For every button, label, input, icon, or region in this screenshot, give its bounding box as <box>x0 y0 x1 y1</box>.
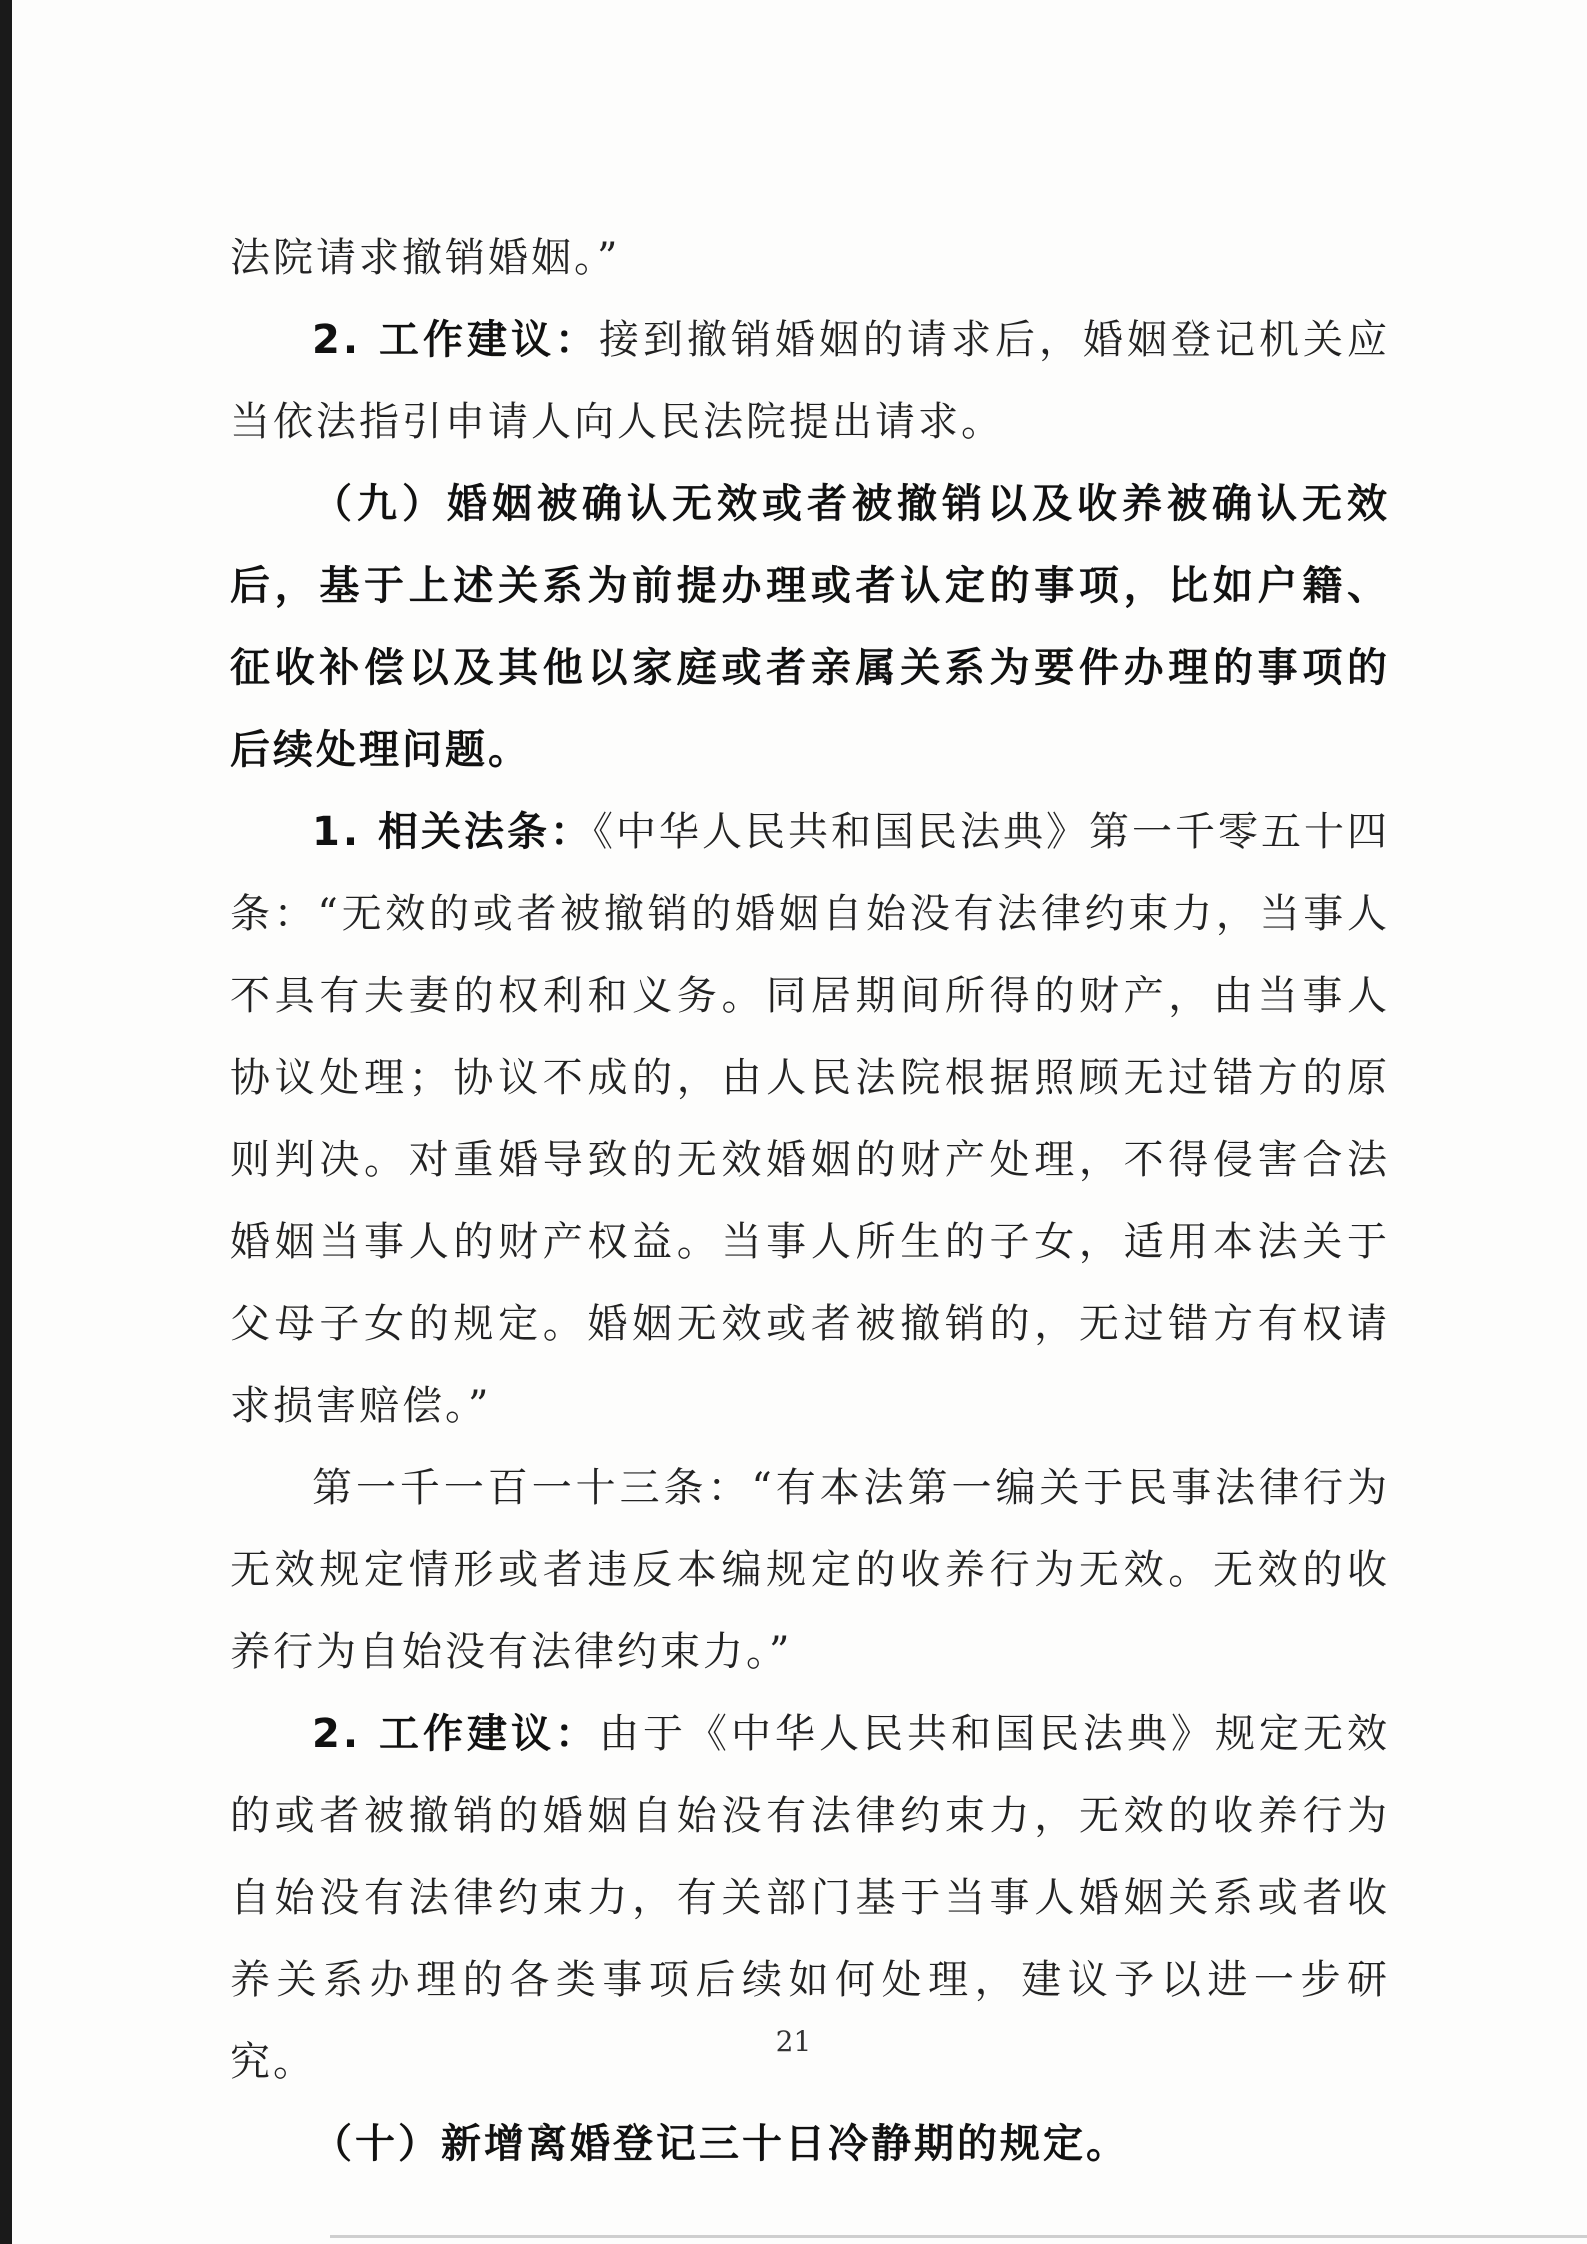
section-heading-nine <box>230 463 1390 791</box>
heading-text: （十）新增离婚登记三十日冷静期的规定。 <box>312 2121 1129 2167</box>
paragraph-work-suggestion-1 <box>230 299 1390 463</box>
scan-border-left <box>0 0 12 2244</box>
paragraph-text: 第一千一百一十三条：“有本法第一编关于民事法律行为无效规定情形或者违反本编规定的收养行为无效。无效的收养行为自始没有法律约束力。” <box>230 1465 1390 1675</box>
section-heading-ten <box>230 2103 1390 2185</box>
paragraph-continuation <box>230 217 1390 299</box>
paragraph-text: 由于《中华人民共和国民法典》规定无效的或者被撤销的婚姻自始没有法律约束力，无效的收养行为自始没有法律约束力，有关部门基于当事人婚姻关系或者收养关系办理的各类事项后续如何处理，建议予以进一步研究。 <box>230 1711 1391 2085</box>
paragraph-text: 《中华人民共和国民法典》第一千零五十四条：“无效的或者被撤销的婚姻自始没有法律约束力，当事人不具有夫妻的权利和义务。同居期间所得的财产，由当事人协议处理；协议不成的，由人民法院根据照顾无过错方的原则判决。对重婚导致的无效婚姻的财产处理，不得侵害合法婚姻当事人的财产权益。当事人所生的子女，适用本法关于父母子女的规定。婚姻无效或者被撤销的，无过错方有权请求损害赔偿。” <box>230 809 1391 1429</box>
paragraph-lead: 2. 工作建议： <box>312 317 599 363</box>
paragraph-text: 接到撤销婚姻的请求后，婚姻登记机关应当依法指引申请人向人民法院提出请求。 <box>230 317 1391 445</box>
paragraph-lead: 2. 工作建议： <box>312 1711 599 1757</box>
paragraph-article-1113 <box>230 1447 1390 1693</box>
heading-text: （九）婚姻被确认无效或者被撤销以及收养被确认无效后，基于上述关系为前提办理或者认定的事项，比如户籍、征收补偿以及其他以家庭或者亲属关系为要件办理的事项的后续处理问题。 <box>230 481 1390 773</box>
document-body <box>230 217 1390 2185</box>
paragraph-text: 法院请求撤销婚姻。” <box>230 235 621 281</box>
scan-border-bottom <box>330 2235 1587 2238</box>
paragraph-related-law <box>230 791 1390 1447</box>
paragraph-lead: 1. 相关法条： <box>312 809 593 855</box>
page-number: 21 <box>775 2025 812 2058</box>
